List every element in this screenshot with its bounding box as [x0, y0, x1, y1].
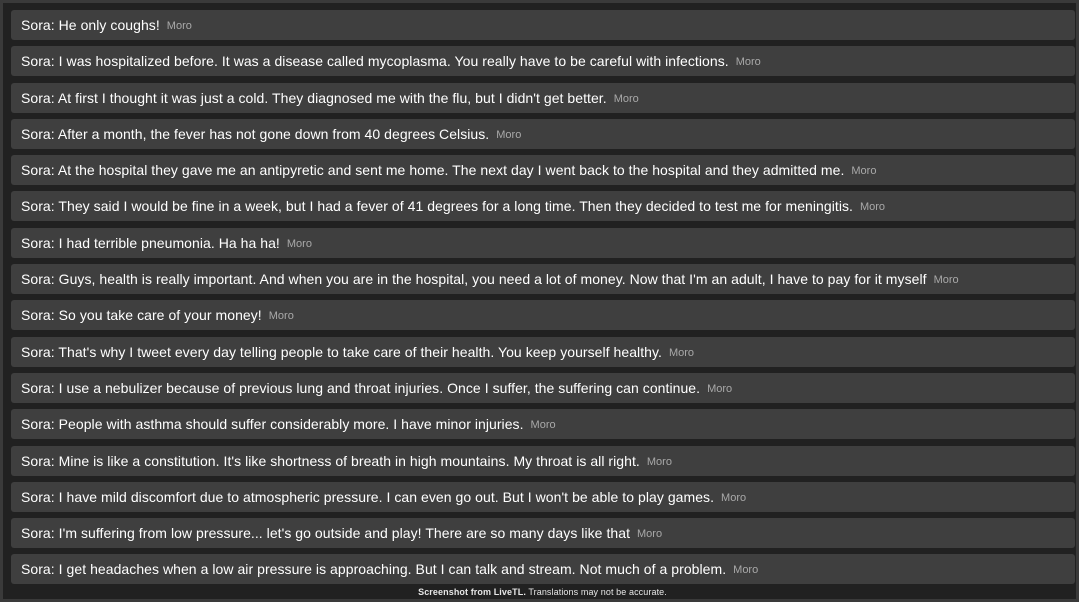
translation-message-list	[11, 10, 1075, 584]
translation-message[interactable]	[11, 482, 1075, 512]
message-text: Sora: He only coughs!	[21, 17, 160, 33]
message-text: Sora: They said I would be fine in a week, but I had a fever of 41 degrees for a long time. Then they decided to test me for meningitis.	[21, 198, 853, 215]
message-text: Sora: I use a nebulizer because of previous lung and throat injuries. Once I suffer, the suffering can continue.	[21, 379, 701, 396]
translation-message[interactable]	[11, 300, 1075, 330]
translation-message[interactable]	[11, 373, 1075, 403]
message-author: Moro	[933, 274, 959, 287]
footer-disclaimer: Translations may not be accurate.	[525, 587, 667, 597]
message-author: Moro	[286, 237, 312, 250]
translation-message[interactable]	[11, 518, 1075, 548]
message-author: Moro	[646, 455, 672, 468]
message-text: Sora: I was hospitalized before. It was a disease called mycoplasma. You really have to be careful with infections.	[21, 53, 729, 70]
message-text: Sora: People with asthma should suffer considerably more. I have minor injuries.	[21, 416, 524, 433]
translation-message[interactable]	[11, 264, 1075, 294]
translation-message[interactable]	[11, 119, 1075, 149]
message-text: Sora: Guys, health is really important. And when you are in the hospital, you need a lot of money. Now that I'm an adult, I have to pay for it myself	[21, 271, 927, 288]
message-author: Moro	[530, 419, 556, 432]
message-text: Sora: So you take care of your money!	[21, 307, 262, 324]
translation-message[interactable]	[11, 155, 1075, 185]
translation-message[interactable]	[11, 46, 1075, 76]
message-text: Sora: That's why I tweet every day telling people to take care of their health. You keep yourself healthy.	[21, 343, 662, 360]
message-author: Moro	[613, 92, 639, 105]
translation-message[interactable]	[11, 228, 1075, 258]
screenshot-credit-footer	[3, 587, 1079, 597]
message-author: Moro	[707, 382, 733, 395]
translation-message[interactable]	[11, 554, 1075, 584]
message-text: Sora: At the hospital they gave me an antipyretic and sent me home. The next day I went back to the hospital and they admitted me.	[21, 162, 845, 179]
message-author: Moro	[733, 564, 759, 577]
message-author: Moro	[851, 165, 877, 178]
translation-message[interactable]	[11, 83, 1075, 113]
message-text: Sora: I have mild discomfort due to atmospheric pressure. I can even go out. But I won't be able to play games.	[21, 488, 715, 505]
message-author: Moro	[721, 491, 747, 504]
message-text: Sora: After a month, the fever has not gone down from 40 degrees Celsius.	[21, 125, 490, 142]
message-text: Sora: I get headaches when a low air pressure is approaching. But I can talk and stream. Not much of a problem.	[21, 561, 727, 578]
message-text: Sora: I'm suffering from low pressure... let's go outside and play! There are so many days like that	[21, 525, 631, 542]
message-text: Sora: Mine is like a constitution. It's like shortness of breath in high mountains. My throat is all right.	[21, 452, 640, 469]
translation-message[interactable]	[11, 409, 1075, 439]
translation-message[interactable]	[11, 446, 1075, 476]
message-author: Moro	[637, 528, 663, 541]
message-author: Moro	[496, 128, 522, 141]
translation-message[interactable]	[11, 10, 1075, 40]
translation-message[interactable]	[11, 337, 1075, 367]
message-author: Moro	[859, 201, 886, 214]
message-author: Moro	[268, 310, 294, 323]
message-author: Moro	[668, 346, 695, 359]
message-author: Moro	[166, 20, 192, 32]
footer-source-label: Screenshot from LiveTL.	[418, 587, 526, 597]
message-text: Sora: At first I thought it was just a cold. They diagnosed me with the flu, but I didn't get better.	[21, 89, 607, 106]
translation-message[interactable]	[11, 191, 1075, 221]
message-text: Sora: I had terrible pneumonia. Ha ha ha!	[21, 234, 280, 251]
message-author: Moro	[735, 56, 761, 69]
